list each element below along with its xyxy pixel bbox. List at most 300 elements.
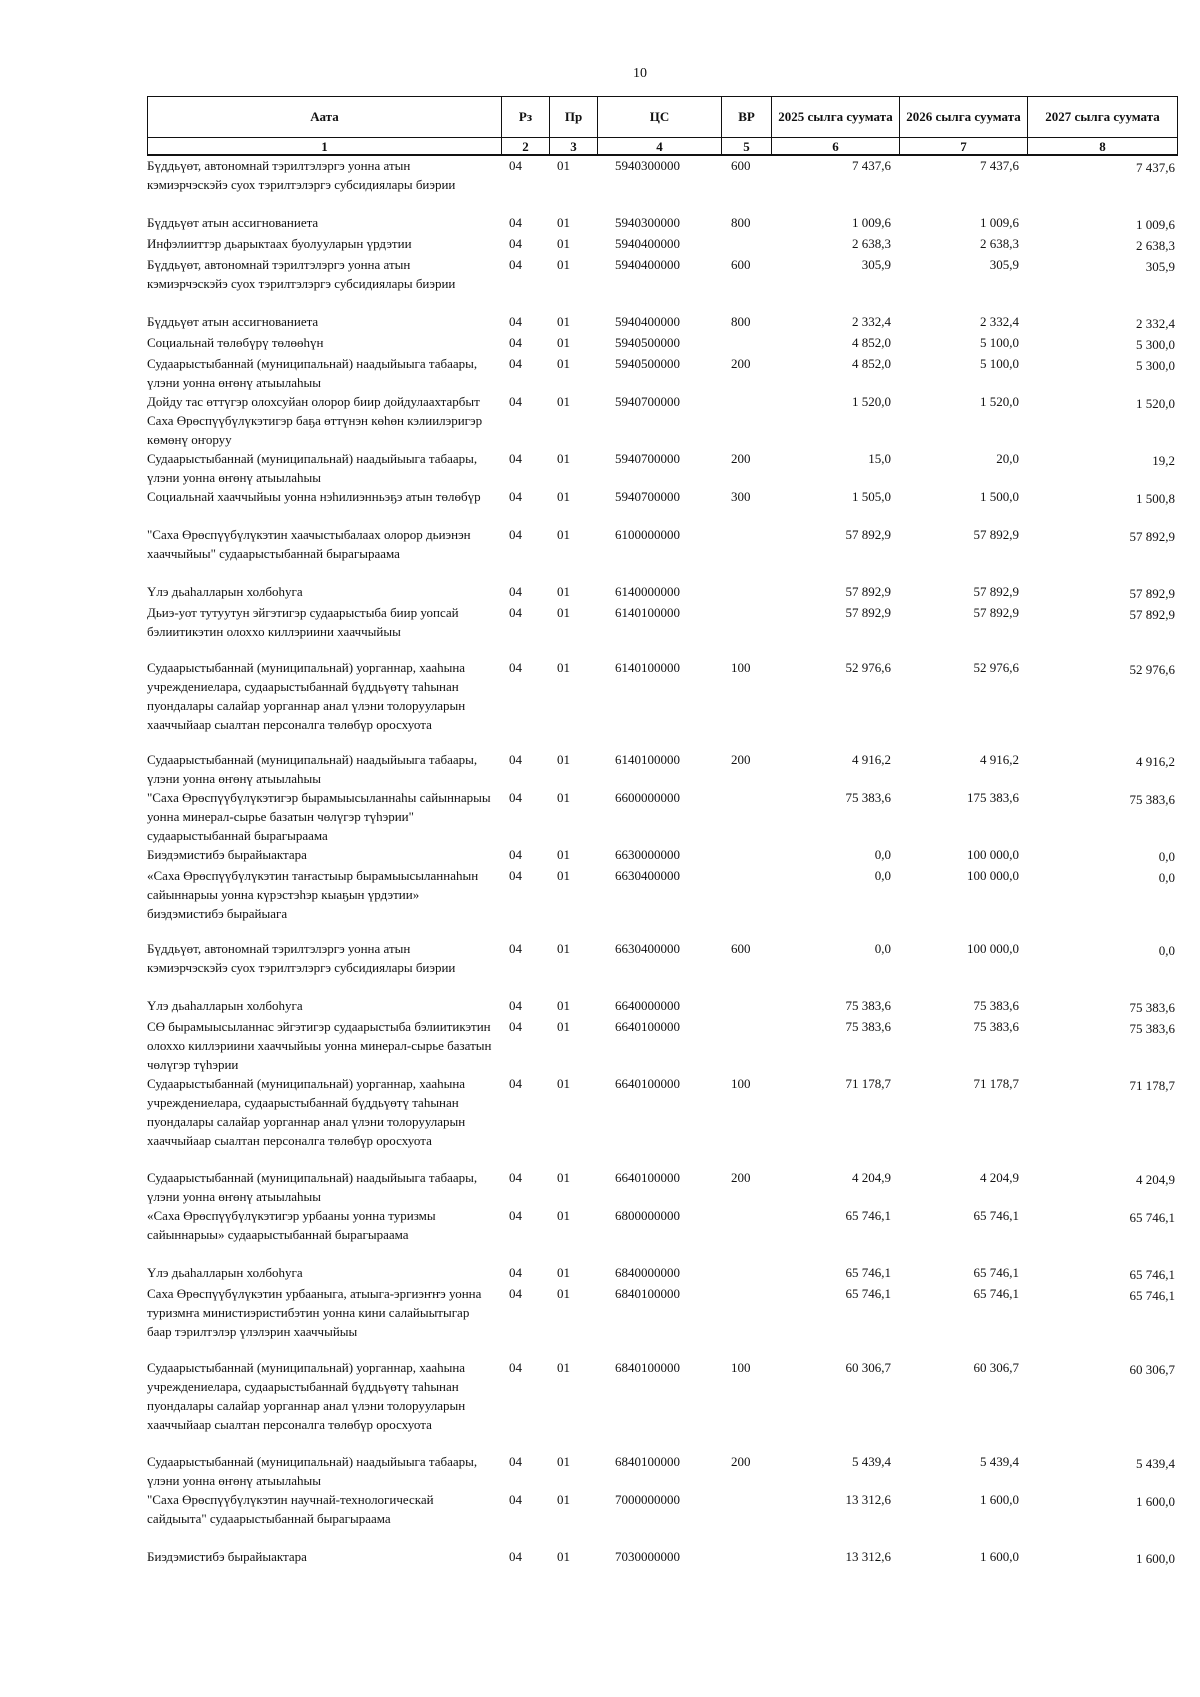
row-2026-amount: 5 439,4 [980,1454,1019,1469]
row-name [147,1263,501,1284]
row-2025-amount: 71 178,7 [845,1076,891,1091]
row-cs: 6140000000 [615,584,680,599]
row-pr: 01 [557,660,570,675]
row-pr: 01 [557,215,570,230]
row-2025-amount: 13 312,6 [845,1549,891,1564]
row-pr: 01 [557,1076,570,1091]
row-pr: 01 [557,1208,570,1223]
row-name-text: Бүддьүөт, автономнай тэрилтэлэргэ уонна атын кэмиэрчэскэйэ суох тэрилтэлэргэ субсидиялары биэрии [147,257,456,291]
row-cs: 6640100000 [615,1076,680,1091]
row-pr: 01 [557,1170,570,1185]
row-2025-amount: 4 852,0 [852,335,891,350]
row-rz: 04 [509,1492,522,1507]
table-row [147,487,1177,525]
table-row [147,845,1177,866]
row-pr: 01 [557,451,570,466]
row-vr: 100 [731,660,751,675]
row-name [147,1452,501,1490]
row-name [147,866,501,939]
row-2026-amount: 305,9 [989,257,1019,272]
row-pr: 01 [557,1265,570,1280]
table-row [147,392,1177,449]
table-row [147,939,1177,996]
row-rz: 04 [509,1019,522,1034]
header-num-1: 1 [148,138,502,156]
table-row [147,603,1177,658]
row-cs: 5940700000 [615,489,680,504]
row-2025-amount: 13 312,6 [845,1492,891,1507]
row-2025-amount: 52 976,6 [845,660,891,675]
row-rz: 04 [509,1170,522,1185]
row-rz: 04 [509,489,522,504]
row-cs: 5940700000 [615,451,680,466]
row-2025-amount: 1 009,6 [852,215,891,230]
row-cs: 6600000000 [615,790,680,805]
row-2027-amount: 75 383,6 [1129,792,1175,807]
row-2026-amount: 2 332,4 [980,314,1019,329]
row-2026-amount: 2 638,3 [980,236,1019,251]
row-rz: 04 [509,1454,522,1469]
row-name-text: Биэдэмистибэ бырайыактара [147,1549,307,1564]
row-name-text: СӨ бырамыысыланнас эйгэтигэр судаарыстыба бэлиитикэтин олоххо киллэриини хааччыйыы уонна минерал-сырье базатын чөлүгэр түһэрии [147,1019,492,1072]
row-vr [721,603,771,658]
row-rz: 04 [509,868,522,883]
row-vr [721,996,771,1017]
table-row [147,1284,1177,1358]
row-2027-amount: 4 916,2 [1136,754,1175,769]
header-name: Аата [148,97,502,138]
row-2025-amount: 4 852,0 [852,356,891,371]
row-cs: 5940400000 [615,236,680,251]
row-2027-amount: 1 500,8 [1136,491,1175,506]
row-2026-amount: 57 892,9 [973,527,1019,542]
row-2027-amount: 2 332,4 [1136,316,1175,331]
row-name [147,255,501,312]
row-pr: 01 [557,752,570,767]
row-vr: 600 [731,941,751,956]
table-row [147,1168,1177,1206]
row-2027-amount: 1 600,0 [1136,1494,1175,1509]
row-name [147,449,501,487]
row-cs: 5940400000 [615,314,680,329]
row-vr [721,1263,771,1284]
table-row [147,866,1177,939]
row-cs: 5940400000 [615,257,680,272]
row-vr: 800 [731,215,751,230]
row-vr [721,582,771,603]
row-name [147,487,501,525]
table-row [147,1206,1177,1263]
row-cs: 6100000000 [615,527,680,542]
row-name-text: «Саха Өрөспүүбүлүкэтин таҥастыыр бырамыысыланнаһын сайыннарыы уонна күрэстэһэр кыаҕын үрдэтии» биэдэмистибэ бырайыага [147,868,479,921]
row-cs: 6640100000 [615,1019,680,1034]
row-rz: 04 [509,394,522,409]
row-2026-amount: 4 916,2 [980,752,1019,767]
header-num-5: 5 [722,138,772,156]
row-pr: 01 [557,158,570,173]
row-2025-amount: 75 383,6 [845,790,891,805]
row-2027-amount: 57 892,9 [1129,529,1175,544]
row-2026-amount: 75 383,6 [973,998,1019,1013]
row-name [147,1017,501,1074]
row-vr: 200 [731,1170,751,1185]
row-vr: 200 [731,1454,751,1469]
row-pr: 01 [557,1019,570,1034]
row-2025-amount: 75 383,6 [845,998,891,1013]
row-name [147,1547,501,1569]
row-2026-amount: 60 306,7 [973,1360,1019,1375]
row-pr: 01 [557,1549,570,1564]
header-num-8: 8 [1028,138,1178,156]
row-name-text: Социальнай төлөбүрү төлөөһүн [147,335,324,350]
row-2025-amount: 7 437,6 [852,158,891,173]
row-name [147,156,501,213]
row-vr: 600 [731,257,751,272]
row-2025-amount: 75 383,6 [845,1019,891,1034]
row-2027-amount: 19,2 [1152,453,1175,468]
row-pr: 01 [557,394,570,409]
row-2027-amount: 0,0 [1158,943,1175,958]
row-rz: 04 [509,1208,522,1223]
row-cs: 6630000000 [615,847,680,862]
row-2026-amount: 1 009,6 [980,215,1019,230]
table-row [147,1074,1177,1168]
header-vr: ВР [722,97,772,138]
row-vr: 800 [731,314,751,329]
row-2027-amount: 5 300,0 [1136,358,1175,373]
row-cs: 6630400000 [615,868,680,883]
row-vr: 200 [731,752,751,767]
row-2025-amount: 57 892,9 [845,527,891,542]
row-cs: 6840000000 [615,1265,680,1280]
row-vr [721,525,771,582]
table-row [147,750,1177,788]
row-2026-amount: 65 746,1 [973,1286,1019,1301]
table-row [147,1452,1177,1490]
row-name-text: Судаарыстыбаннай (муниципальнай) уорганнар, хааһына учреждениелара, судаарыстыбаннай бүддьүөтү таһынан пуондалары салайар уорганнар анал үлэни толорууларын хааччыйаар сыалтан персоналга төлөбүр оросхуота [147,1076,466,1148]
row-name-text: Бүддьүөт, автономнай тэрилтэлэргэ уонна атын кэмиэрчэскэйэ суох тэрилтэлэргэ субсидиялары биэрии [147,158,456,192]
row-2027-amount: 1 600,0 [1136,1551,1175,1566]
row-2026-amount: 7 437,6 [980,158,1019,173]
row-name [147,658,501,750]
row-name [147,333,501,354]
row-name [147,1358,501,1452]
row-vr [721,788,771,845]
row-name-text: Инфэлииттэр дьарыктаах буолууларын үрдэтии [147,236,412,251]
row-rz: 04 [509,998,522,1013]
row-rz: 04 [509,158,522,173]
table-row [147,525,1177,582]
row-2026-amount: 100 000,0 [967,868,1019,883]
row-cs: 6640100000 [615,1170,680,1185]
row-2027-amount: 65 746,1 [1129,1288,1175,1303]
row-2027-amount: 60 306,7 [1129,1362,1175,1377]
row-2025-amount: 2 638,3 [852,236,891,251]
row-2025-amount: 4 916,2 [852,752,891,767]
row-rz: 04 [509,847,522,862]
row-pr: 01 [557,584,570,599]
row-name [147,603,501,658]
row-pr: 01 [557,527,570,542]
row-2027-amount: 4 204,9 [1136,1172,1175,1187]
row-vr [721,1547,771,1569]
row-2027-amount: 52 976,6 [1129,662,1175,677]
row-name-text: Бүддьүөт атын ассигнованиета [147,314,319,329]
row-name [147,1074,501,1168]
row-name-text: «Саха Өрөспүүбүлүкэтигэр урбааны уонна туризмы сайыннарыы» судаарыстыбаннай бырагыраама [147,1208,436,1242]
header-num-6: 6 [772,138,900,156]
row-name-text: "Саха Өрөспүүбүлүкэтин научнай-технологическай сайдыыта" судаарыстыбаннай бырагыраама [147,1492,434,1526]
row-cs: 6640000000 [615,998,680,1013]
row-2026-amount: 100 000,0 [967,847,1019,862]
table-row [147,333,1177,354]
row-cs: 6140100000 [615,660,680,675]
row-2026-amount: 100 000,0 [967,941,1019,956]
row-2026-amount: 20,0 [996,451,1019,466]
row-cs: 6140100000 [615,752,680,767]
row-2026-amount: 65 746,1 [973,1208,1019,1223]
row-name-text: Судаарыстыбаннай (муниципальнай) уорганнар, хааһына учреждениелара, судаарыстыбаннай бүддьүөтү таһынан пуондалары салайар уорганнар анал үлэни толорууларын хааччыйаар сыалтан персоналга төлөбүр оросхуота [147,1360,466,1432]
row-2025-amount: 60 306,7 [845,1360,891,1375]
row-2025-amount: 15,0 [868,451,891,466]
row-name [147,788,501,845]
row-rz: 04 [509,236,522,251]
row-2026-amount: 57 892,9 [973,605,1019,620]
table-row [147,1490,1177,1547]
row-2025-amount: 0,0 [874,941,891,956]
row-2027-amount: 305,9 [1145,259,1175,274]
row-cs: 6840100000 [615,1286,680,1301]
row-pr: 01 [557,489,570,504]
table-row [147,234,1177,255]
row-2026-amount: 1 520,0 [980,394,1019,409]
row-name-text: Бүддьүөт, автономнай тэрилтэлэргэ уонна атын кэмиэрчэскэйэ суох тэрилтэлэргэ субсидиялары биэрии [147,941,456,975]
row-rz: 04 [509,1360,522,1375]
row-rz: 04 [509,1076,522,1091]
row-pr: 01 [557,335,570,350]
row-2027-amount: 2 638,3 [1136,238,1175,253]
row-2026-amount: 71 178,7 [973,1076,1019,1091]
row-rz: 04 [509,790,522,805]
row-name [147,213,501,234]
row-2026-amount: 52 976,6 [973,660,1019,675]
row-2027-amount: 1 009,6 [1136,217,1175,232]
row-cs: 6630400000 [615,941,680,956]
row-vr [721,845,771,866]
row-2027-amount: 65 746,1 [1129,1210,1175,1225]
header-2027: 2027 сылга суумата [1028,97,1178,138]
row-name [147,582,501,603]
row-name-text: Үлэ дьаһалларын холбоһуга [147,998,303,1013]
row-name [147,312,501,333]
row-name-text: Судаарыстыбаннай (муниципальнай) наадыйыыга табаары, үлэни уонна өҥөнү атыылаһыы [147,1170,478,1204]
row-rz: 04 [509,660,522,675]
row-rz: 04 [509,356,522,371]
header-num-4: 4 [598,138,722,156]
row-name-text: "Саха Өрөспүүбүлүкэтин хаачыстыбалаах олорор дьиэнэн хааччыйыы" судаарыстыбаннай бырагыраама [147,527,471,561]
table-row [147,658,1177,750]
row-name [147,1284,501,1358]
row-rz: 04 [509,527,522,542]
row-2027-amount: 57 892,9 [1129,586,1175,601]
row-pr: 01 [557,1492,570,1507]
row-pr: 01 [557,257,570,272]
row-cs: 5940500000 [615,335,680,350]
row-cs: 6840100000 [615,1454,680,1469]
row-vr [721,1017,771,1074]
table-row [147,156,1177,213]
row-2027-amount: 75 383,6 [1129,1000,1175,1015]
row-name-text: "Саха Өрөспүүбүлүкэтигэр бырамыысыланнаһы сайыннарыы уонна минерал-сырье базатын чөлүгэр түһэрии" судаарыстыбаннай бырагыраама [147,790,491,843]
row-name [147,750,501,788]
row-pr: 01 [557,236,570,251]
row-2026-amount: 4 204,9 [980,1170,1019,1185]
row-pr: 01 [557,790,570,805]
row-2027-amount: 5 439,4 [1136,1456,1175,1471]
row-2025-amount: 1 520,0 [852,394,891,409]
row-vr [721,866,771,939]
row-name-text: Бүддьүөт атын ассигнованиета [147,215,319,230]
row-2025-amount: 0,0 [874,847,891,862]
row-2025-amount: 2 332,4 [852,314,891,329]
row-pr: 01 [557,1286,570,1301]
row-vr [721,392,771,449]
row-name-text: Судаарыстыбаннай (муниципальнай) наадыйыыга табаары, үлэни уонна өҥөнү атыылаһыы [147,451,478,485]
row-2027-amount: 65 746,1 [1129,1267,1175,1282]
table-row [147,1017,1177,1074]
row-vr [721,333,771,354]
row-rz: 04 [509,451,522,466]
row-vr [721,1284,771,1358]
table-row [147,996,1177,1017]
row-vr [721,1490,771,1547]
row-name-text: Дойду тас өттүгэр олохсуйан олорор биир дойдулаахтарбыт Саха Өрөспүүбүлүкэтигэр баҕа өттүнэн көһөн кэлиилэригэр көмөнү оҥоруу [147,394,483,447]
row-2027-amount: 0,0 [1158,849,1175,864]
row-name-text: Судаарыстыбаннай (муниципальнай) наадыйыыга табаары, үлэни уонна өҥөнү атыылаһыы [147,752,478,786]
row-rz: 04 [509,335,522,350]
row-2026-amount: 5 100,0 [980,356,1019,371]
table-row [147,1263,1177,1284]
row-2025-amount: 57 892,9 [845,605,891,620]
row-vr: 100 [731,1360,751,1375]
row-name-text: Үлэ дьаһалларын холбоһуга [147,1265,303,1280]
row-name-text: Биэдэмистибэ бырайыактара [147,847,307,862]
row-name [147,1490,501,1547]
row-cs: 6140100000 [615,605,680,620]
row-cs: 5940300000 [615,215,680,230]
row-2026-amount: 5 100,0 [980,335,1019,350]
table-row [147,788,1177,845]
row-name [147,1206,501,1263]
row-rz: 04 [509,215,522,230]
row-2026-amount: 65 746,1 [973,1265,1019,1280]
row-2025-amount: 0,0 [874,868,891,883]
row-name [147,1168,501,1206]
header-2026: 2026 сылга суумата [900,97,1028,138]
table-header [147,96,1178,156]
table-row [147,213,1177,234]
row-name [147,354,501,392]
row-rz: 04 [509,584,522,599]
row-name [147,392,501,449]
row-name-text: Судаарыстыбаннай (муниципальнай) уорганнар, хааһына учреждениелара, судаарыстыбаннай бүддьүөтү таһынан пуондалары салайар уорганнар анал үлэни толорууларын хааччыйаар сыалтан персоналга төлөбүр оросхуота [147,660,466,732]
row-2025-amount: 305,9 [861,257,891,272]
row-vr [721,234,771,255]
row-2026-amount: 75 383,6 [973,1019,1019,1034]
row-2025-amount: 1 505,0 [852,489,891,504]
row-2027-amount: 7 437,6 [1136,160,1175,175]
row-2025-amount: 65 746,1 [845,1208,891,1223]
row-cs: 5940700000 [615,394,680,409]
row-pr: 01 [557,356,570,371]
table-body [147,156,1177,1569]
table-row [147,255,1177,312]
row-2027-amount: 71 178,7 [1129,1078,1175,1093]
row-2027-amount: 1 520,0 [1136,396,1175,411]
row-2025-amount: 65 746,1 [845,1265,891,1280]
row-2027-amount: 57 892,9 [1129,607,1175,622]
header-cs: ЦС [598,97,722,138]
row-cs: 6800000000 [615,1208,680,1223]
row-rz: 04 [509,941,522,956]
row-name-text: Социальнай хааччыйыы уонна нэһилиэнньэҕэ атын төлөбүр [147,489,481,504]
table-row [147,312,1177,333]
row-pr: 01 [557,998,570,1013]
row-2025-amount: 65 746,1 [845,1286,891,1301]
row-2027-amount: 75 383,6 [1129,1021,1175,1036]
row-name [147,939,501,996]
row-name [147,996,501,1017]
row-2025-amount: 5 439,4 [852,1454,891,1469]
row-pr: 01 [557,605,570,620]
row-rz: 04 [509,1265,522,1280]
row-2027-amount: 0,0 [1158,870,1175,885]
row-cs: 5940300000 [615,158,680,173]
row-name-text: Үлэ дьаһалларын холбоһуга [147,584,303,599]
row-2027-amount: 5 300,0 [1136,337,1175,352]
row-rz: 04 [509,314,522,329]
row-rz: 04 [509,1286,522,1301]
row-cs: 5940500000 [615,356,680,371]
row-name [147,234,501,255]
row-name [147,525,501,582]
row-2026-amount: 1 600,0 [980,1549,1019,1564]
row-2026-amount: 1 600,0 [980,1492,1019,1507]
row-2026-amount: 175 383,6 [967,790,1019,805]
row-pr: 01 [557,314,570,329]
table-row [147,354,1177,392]
table-row [147,449,1177,487]
row-rz: 04 [509,605,522,620]
table-row [147,1547,1177,1569]
row-pr: 01 [557,868,570,883]
row-vr: 200 [731,451,751,466]
header-2025: 2025 сылга суумата [772,97,900,138]
row-2026-amount: 1 500,0 [980,489,1019,504]
row-rz: 04 [509,257,522,272]
header-rz: Рз [502,97,550,138]
header-num-7: 7 [900,138,1028,156]
row-name-text: Судаарыстыбаннай (муниципальнай) наадыйыыга табаары, үлэни уонна өҥөнү атыылаһыы [147,356,478,390]
header-num-2: 2 [502,138,550,156]
row-pr: 01 [557,1360,570,1375]
row-vr: 100 [731,1076,751,1091]
row-vr [721,1206,771,1263]
row-name [147,845,501,866]
table-row [147,582,1177,603]
row-2025-amount: 57 892,9 [845,584,891,599]
row-2026-amount: 57 892,9 [973,584,1019,599]
